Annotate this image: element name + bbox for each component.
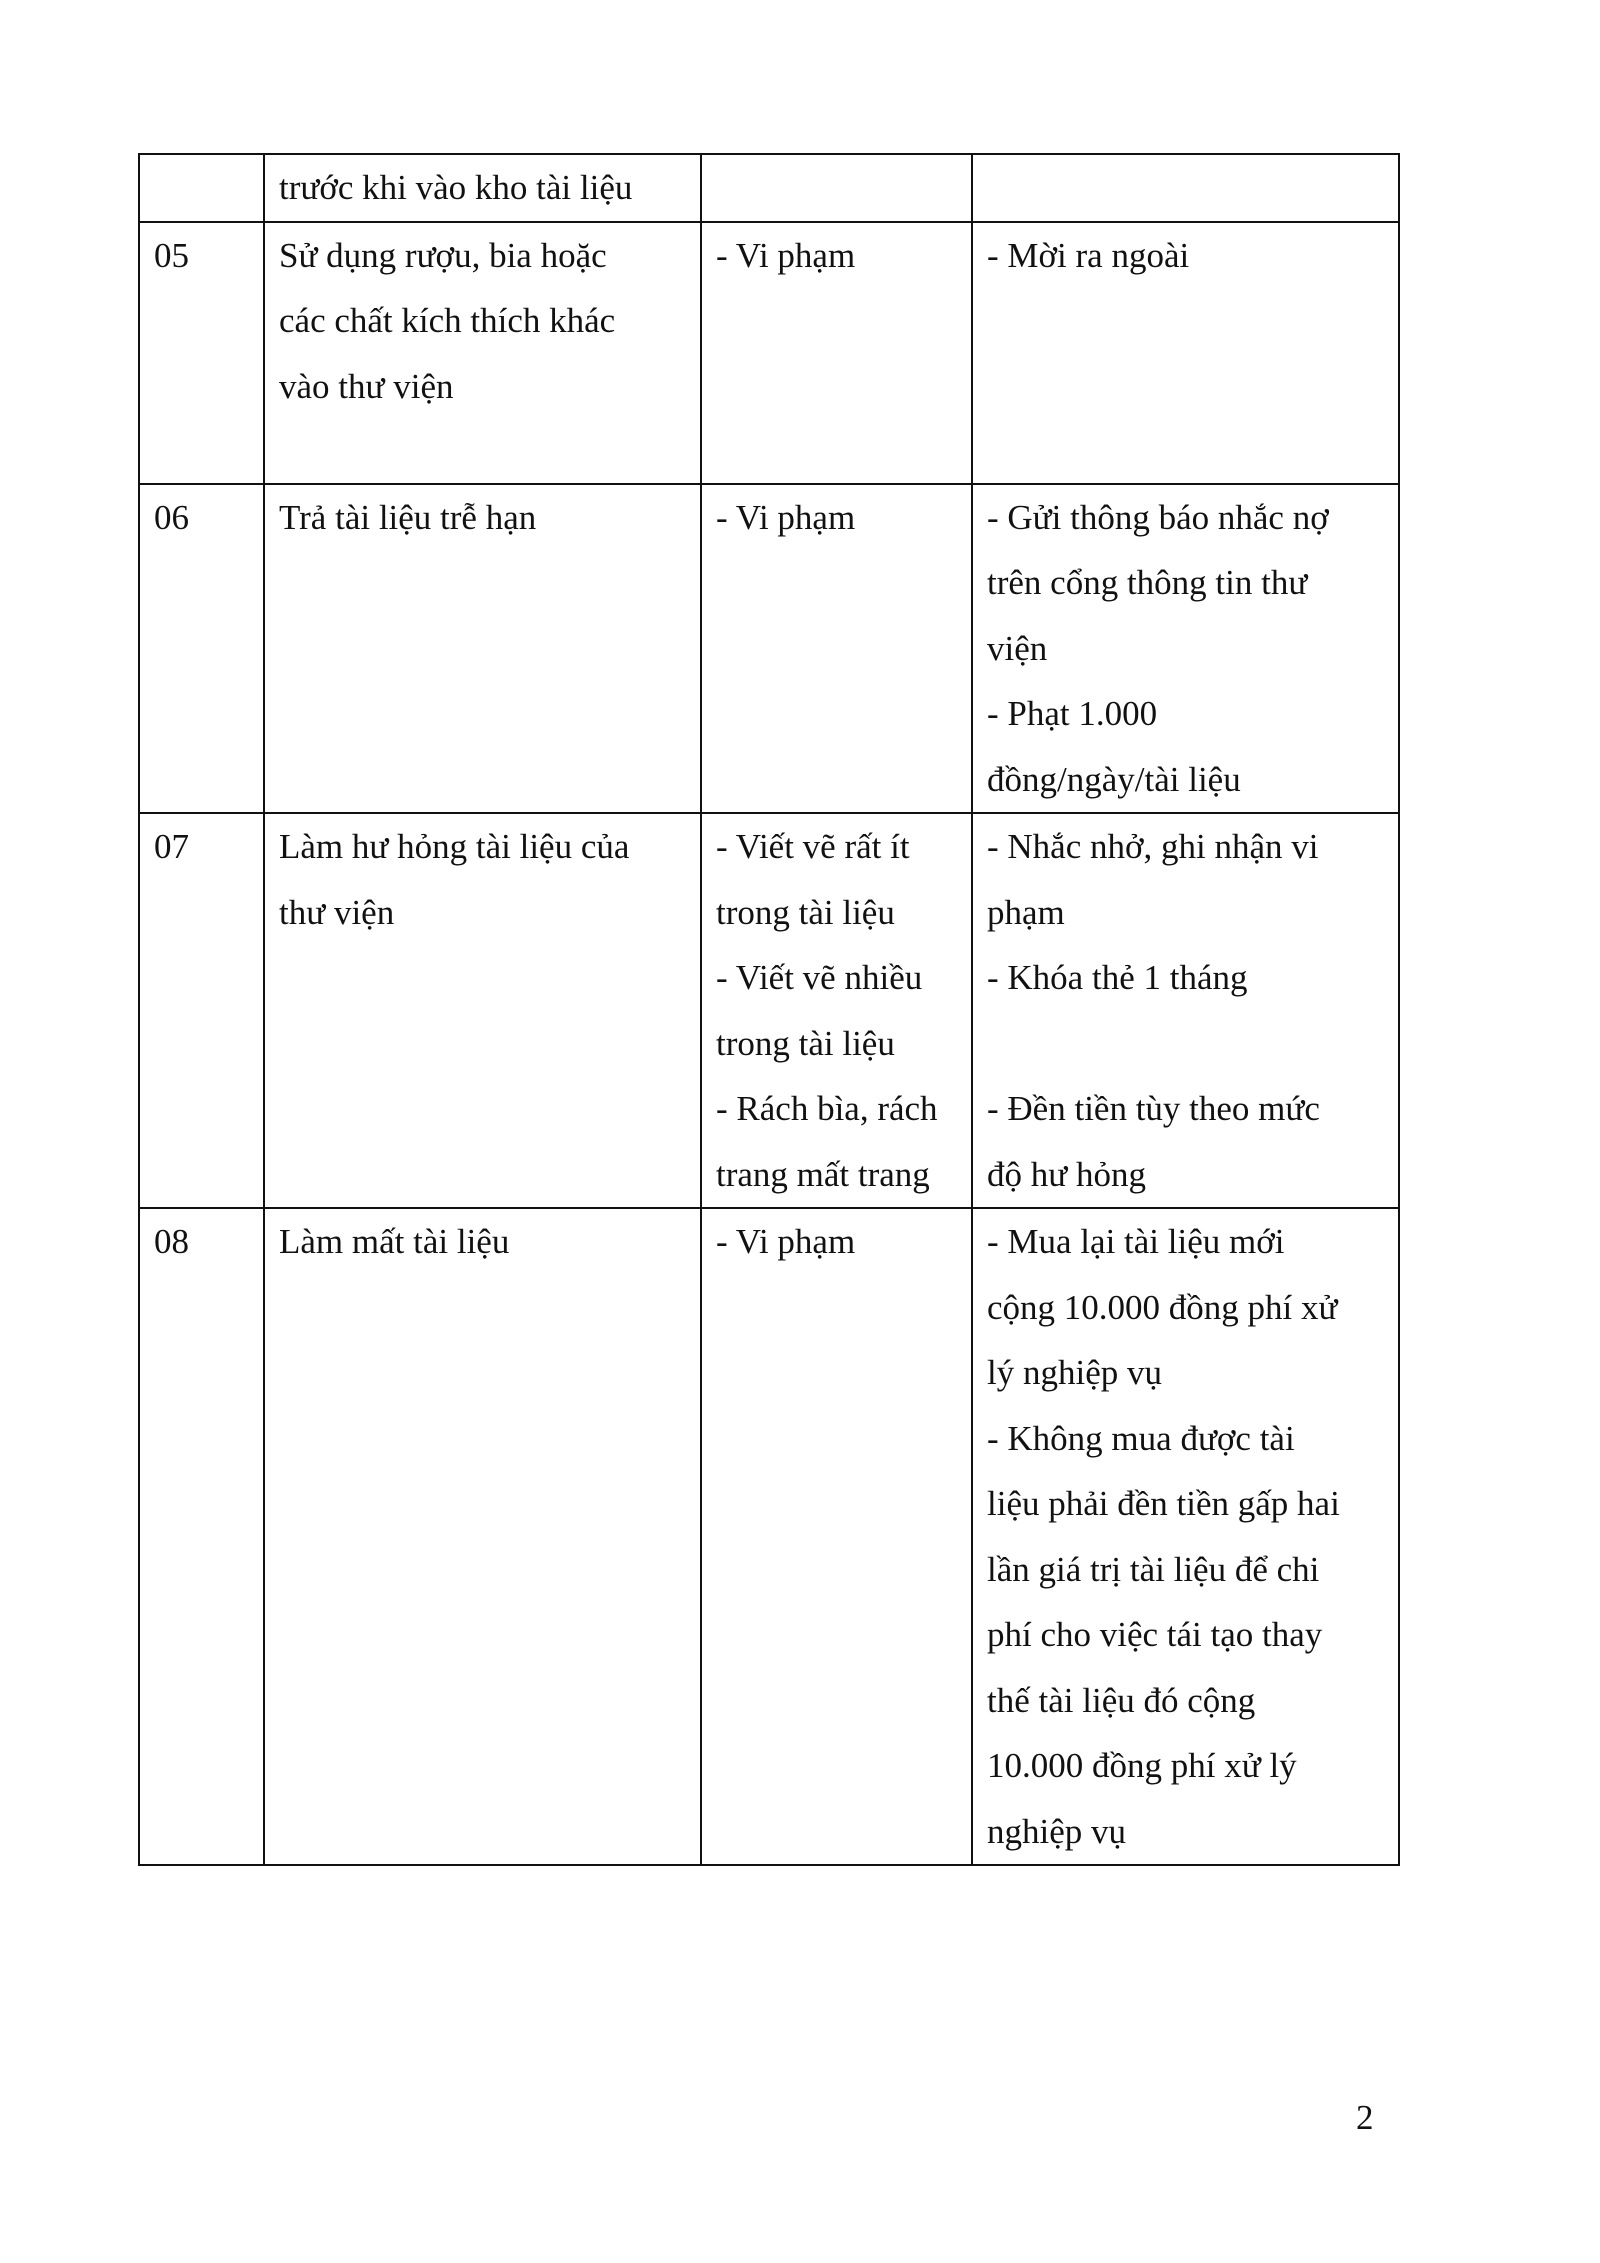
row-number-cell <box>139 813 264 1208</box>
cell-text-line: đồng/ngày/tài liệu <box>987 759 1241 799</box>
cell-text-line: Trả tài liệu trễ hạn <box>279 497 537 537</box>
cell-text-line <box>987 1011 1386 1077</box>
sanction-cell <box>972 154 1399 222</box>
violations-table-body <box>139 154 1399 1865</box>
cell-text-line: lý nghiệp vụ <box>987 1353 1162 1392</box>
violations-table <box>138 153 1400 1866</box>
violation-act-cell <box>264 813 701 1208</box>
row-number-cell <box>139 484 264 814</box>
sanction-cell <box>972 1208 1399 1865</box>
cell-text-line: trang mất trang <box>716 1154 930 1194</box>
cell-text-line: - Mua lại tài liệu mới <box>987 1222 1285 1261</box>
cell-text-line: trong tài liệu <box>716 892 895 932</box>
cell-text-line: - Rách bìa, rách <box>716 1089 938 1128</box>
cell-text-line: - Viết vẽ nhiều <box>716 958 923 997</box>
cell-text-line: cộng 10.000 đồng phí xử <box>987 1287 1338 1327</box>
table-row <box>139 222 1399 484</box>
cell-text-line: - Không mua được tài <box>987 1418 1295 1458</box>
cell-text-line: - Vi phạm <box>716 497 856 537</box>
sanction-cell <box>972 222 1399 484</box>
page-number: 2 <box>1356 2098 1374 2137</box>
row-number-cell <box>139 154 264 222</box>
cell-text-line: trong tài liệu <box>716 1023 895 1063</box>
table-row <box>139 154 1399 222</box>
violation-act-cell <box>264 222 701 484</box>
table-row <box>139 484 1399 814</box>
row-number-cell <box>139 1208 264 1865</box>
cell-text-line: thư viện <box>279 892 395 932</box>
violation-level-cell <box>701 154 972 222</box>
row-number: 05 <box>154 235 189 275</box>
cell-text-line: độ hư hỏng <box>987 1154 1146 1194</box>
cell-text-line: các chất kích thích khác <box>279 301 616 340</box>
sanction-cell <box>972 813 1399 1208</box>
cell-text-line: - Khóa thẻ 1 tháng <box>987 958 1248 997</box>
row-number-cell <box>139 222 264 484</box>
cell-text-line: 10.000 đồng phí xử lý <box>987 1746 1297 1785</box>
cell-text-line: - Vi phạm <box>716 235 856 275</box>
cell-text-line: - Gửi thông báo nhắc nợ <box>987 497 1329 537</box>
cell-text-line: phí cho việc tái tạo thay <box>987 1615 1323 1654</box>
table-row <box>139 1208 1399 1865</box>
cell-text-line: - Viết vẽ rất ít <box>716 827 910 866</box>
cell-text-line: - Đền tiền tùy theo mức <box>987 1089 1320 1128</box>
violation-act-cell <box>264 154 701 222</box>
violation-level-cell <box>701 1208 972 1865</box>
cell-text-line: vào thư viện <box>279 366 454 406</box>
row-number: 08 <box>154 1222 189 1261</box>
cell-text-line: Làm mất tài liệu <box>279 1222 510 1261</box>
cell-text-line: Làm hư hỏng tài liệu của <box>279 827 630 866</box>
violation-act-cell <box>264 484 701 814</box>
cell-text-line: thế tài liệu đó cộng <box>987 1680 1256 1720</box>
cell-text-line: - Phạt 1.000 <box>987 694 1158 733</box>
table-row <box>139 813 1399 1208</box>
cell-text-line: - Mời ra ngoài <box>987 235 1190 275</box>
violation-level-cell <box>701 484 972 814</box>
cell-text-line: trước khi vào kho tài liệu <box>279 168 633 207</box>
cell-text-line: phạm <box>987 892 1065 932</box>
cell-text-line: liệu phải đền tiền gấp hai <box>987 1484 1340 1523</box>
sanction-cell <box>972 484 1399 814</box>
row-number: 06 <box>154 497 189 537</box>
cell-text-line: - Vi phạm <box>716 1222 856 1261</box>
cell-text-line: viện <box>987 628 1048 668</box>
violation-level-cell <box>701 222 972 484</box>
cell-text-line: lần giá trị tài liệu để chi <box>987 1549 1320 1589</box>
row-number: 07 <box>154 827 189 866</box>
cell-text-line: Sử dụng rượu, bia hoặc <box>279 235 607 275</box>
cell-text-line: trên cổng thông tin thư <box>987 563 1308 602</box>
cell-text-line: nghiệp vụ <box>987 1811 1127 1851</box>
cell-text-line: - Nhắc nhở, ghi nhận vi <box>987 827 1319 866</box>
violation-act-cell <box>264 1208 701 1865</box>
violation-level-cell <box>701 813 972 1208</box>
